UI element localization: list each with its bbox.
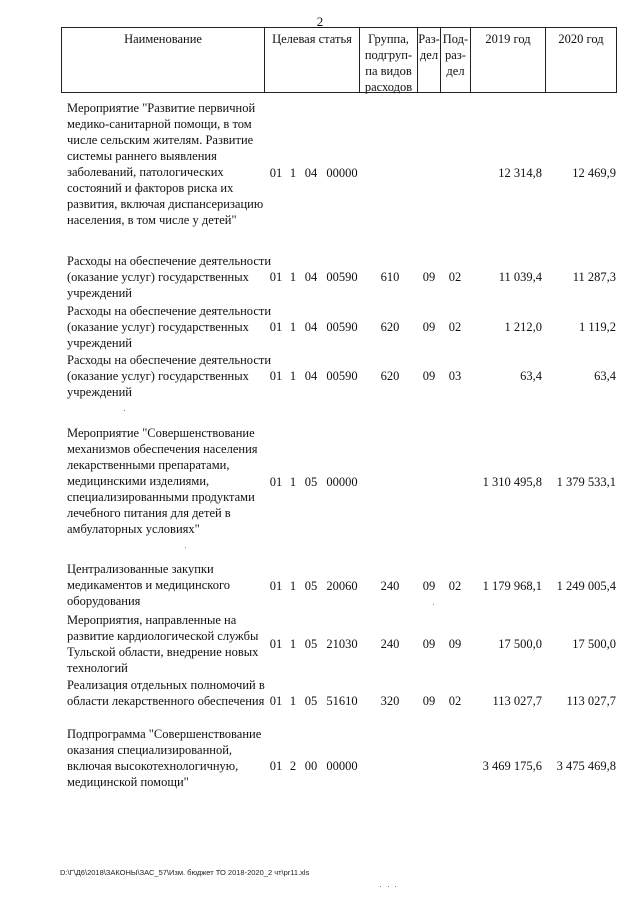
row-target-c2: 1 [289, 694, 297, 708]
row-subsection: 02 [448, 320, 462, 334]
header-subsection: Под-раз-дел [440, 27, 470, 93]
row-name: Подпрограмма "Совершенствование оказания специализированной, включая высокотехнологичную, медицинской помощи" [67, 727, 262, 789]
row-2019: 1 212,0 [504, 320, 542, 334]
row-name: Расходы на обеспечение деятельности (оказание услуг) государственных учреждений [67, 254, 272, 300]
row-target-c3: 05 [304, 475, 318, 489]
row-section: 09 [422, 369, 436, 383]
row-target-c1: 01 [269, 694, 283, 708]
row-2019: 113 027,7 [492, 694, 542, 708]
row-subsection: 02 [448, 579, 462, 593]
header-section: Раз-дел [417, 27, 440, 93]
header-2019: 2019 год [470, 27, 545, 93]
row-target-c3: 04 [304, 369, 318, 383]
header-group: Группа, подгруп-па видов расходов [359, 27, 417, 93]
row-name: Мероприятие "Развитие первичной медико-санитарной помощи, в том числе сельским жителям. Развитие системы раннего выявления заболеваний, патологических состояний и факторов риска их развития, включая диспансеризацию населения, в том числе у детей" [67, 101, 264, 227]
row-name: Централизованные закупки медикаментов и медицинского оборудования [67, 562, 231, 608]
row-target-c1: 01 [269, 475, 283, 489]
row-target-c1: 01 [269, 166, 283, 180]
row-2020: 1 119,2 [578, 320, 616, 334]
scan-speck [380, 886, 381, 887]
row-group: 620 [380, 369, 400, 383]
row-group: 240 [380, 637, 400, 651]
row-target-c3: 04 [304, 166, 318, 180]
row-target-c1: 01 [269, 320, 283, 334]
row-section: 09 [422, 270, 436, 284]
row-section: 09 [422, 694, 436, 708]
row-2020: 113 027,7 [566, 694, 616, 708]
row-target-c2: 1 [289, 166, 297, 180]
scan-speck [395, 886, 396, 887]
scan-speck [433, 604, 434, 605]
row-2020: 11 287,3 [572, 270, 616, 284]
row-target-c4: 51610 [326, 694, 358, 708]
row-subsection: 02 [448, 270, 462, 284]
row-target-c4: 00000 [326, 759, 358, 773]
row-subsection: 03 [448, 369, 462, 383]
row-target-c4: 00000 [326, 166, 358, 180]
row-2020: 63,4 [594, 369, 616, 383]
row-target-c4: 00000 [326, 475, 358, 489]
row-2020: 1 379 533,1 [556, 475, 616, 489]
row-group: 240 [380, 579, 400, 593]
row-2019: 17 500,0 [498, 637, 542, 651]
row-2019: 1 179 968,1 [482, 579, 542, 593]
row-section: 09 [422, 320, 436, 334]
row-2020: 12 469,9 [572, 166, 616, 180]
row-target-c1: 01 [269, 637, 283, 651]
row-target-c2: 1 [289, 579, 297, 593]
row-group: 610 [380, 270, 400, 284]
page-number: 2 [316, 14, 324, 29]
row-2019: 11 039,4 [498, 270, 542, 284]
row-subsection: 09 [448, 637, 462, 651]
row-target-c2: 1 [289, 369, 297, 383]
row-2020: 1 249 005,4 [556, 579, 616, 593]
row-2020: 3 475 469,8 [556, 759, 616, 773]
row-target-c1: 01 [269, 270, 283, 284]
row-target-c2: 1 [289, 637, 297, 651]
row-target-c3: 04 [304, 270, 318, 284]
row-name: Реализация отдельных полномочий в области лекарственного обеспечения [67, 678, 265, 708]
row-target-c4: 00590 [326, 320, 358, 334]
row-target-c1: 01 [269, 579, 283, 593]
row-2019: 1 310 495,8 [482, 475, 542, 489]
row-name: Мероприятия, направленные на развитие кардиологической службы Тульской области, внедрение новых технологий [67, 613, 259, 675]
row-target-c4: 00590 [326, 369, 358, 383]
row-target-c1: 01 [269, 759, 283, 773]
row-target-c4: 21030 [326, 637, 358, 651]
row-2019: 63,4 [520, 369, 542, 383]
row-target-c1: 01 [269, 369, 283, 383]
row-target-c3: 05 [304, 694, 318, 708]
row-target-c3: 05 [304, 637, 318, 651]
row-target-c3: 05 [304, 579, 318, 593]
row-target-c2: 1 [289, 475, 297, 489]
row-target-c3: 04 [304, 320, 318, 334]
row-target-c3: 00 [304, 759, 318, 773]
footer-file-path: D:\Г\Д6\2018\ЗАКОНЫ\ЗАС_57\Изм. бюджет ТО 2018-2020_2 чт\pr11.xls [60, 868, 310, 877]
scan-speck [388, 886, 389, 887]
row-target-c4: 20060 [326, 579, 358, 593]
row-group: 620 [380, 320, 400, 334]
scan-speck [185, 547, 186, 548]
row-target-c2: 2 [289, 759, 297, 773]
row-name: Расходы на обеспечение деятельности (оказание услуг) государственных учреждений [67, 304, 272, 350]
row-2019: 3 469 175,6 [482, 759, 542, 773]
row-name: Мероприятие "Совершенствование механизмов обеспечения населения лекарственными препаратами, медицинскими изделиями, специализированными продуктами лечебного питания для детей в амбулаторных условиях" [67, 426, 258, 536]
row-target-c2: 1 [289, 320, 297, 334]
row-subsection: 02 [448, 694, 462, 708]
row-group: 320 [380, 694, 400, 708]
row-target-c4: 00590 [326, 270, 358, 284]
header-target: Целевая статья [264, 27, 359, 93]
scan-speck [124, 410, 125, 411]
row-section: 09 [422, 637, 436, 651]
row-section: 09 [422, 579, 436, 593]
row-name: Расходы на обеспечение деятельности (оказание услуг) государственных учреждений [67, 353, 272, 399]
row-2019: 12 314,8 [498, 166, 542, 180]
header-2020: 2020 год [545, 27, 617, 93]
header-name: Наименование [61, 27, 264, 93]
row-target-c2: 1 [289, 270, 297, 284]
row-2020: 17 500,0 [572, 637, 616, 651]
